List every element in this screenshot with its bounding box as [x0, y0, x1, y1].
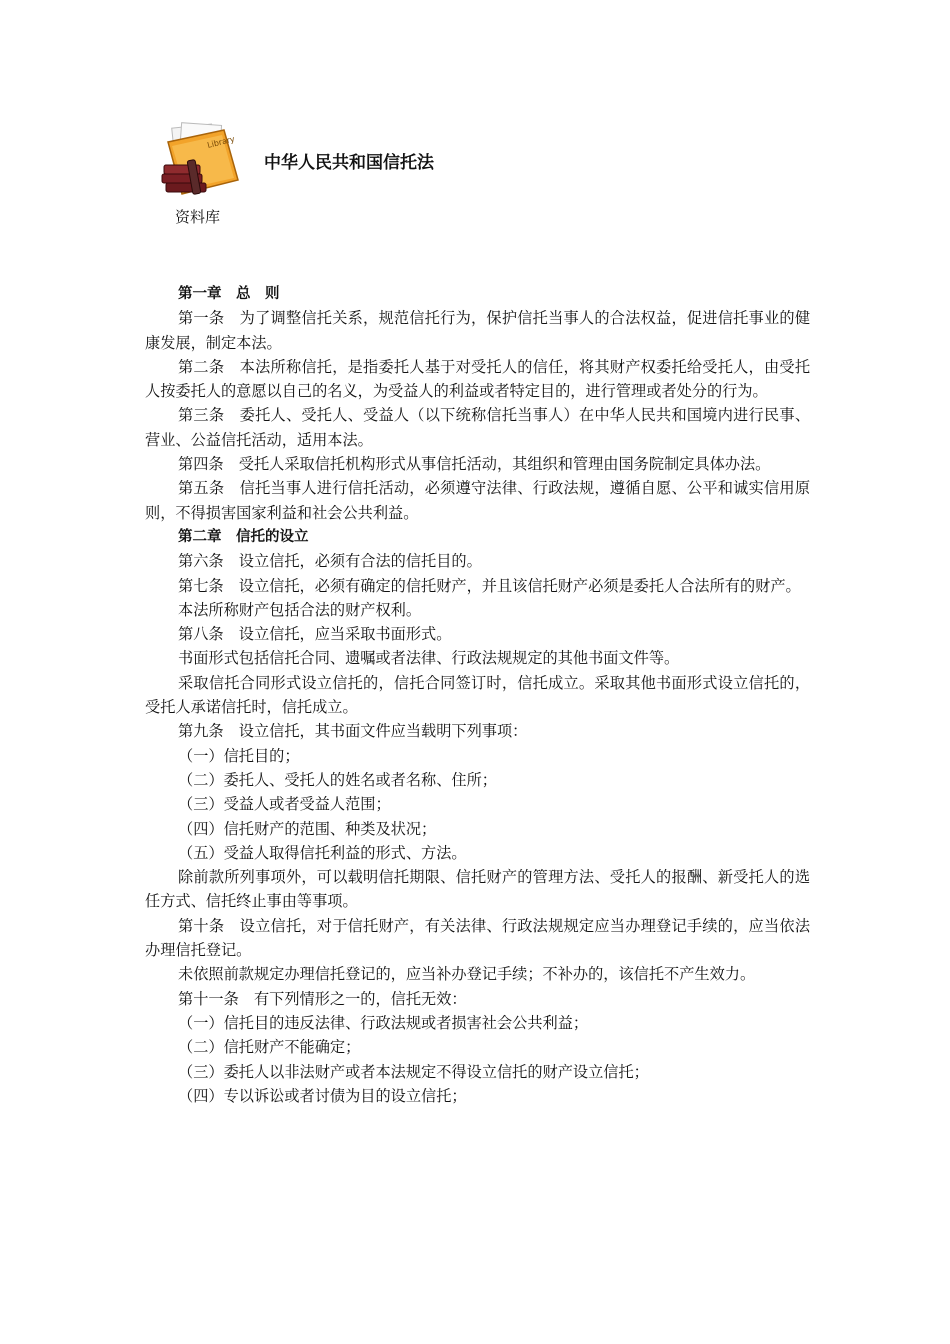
paragraph: 第十条 设立信托，对于信托财产，有关法律、行政法规规定应当办理登记手续的，应当依法办理信托登记。: [145, 916, 810, 960]
paragraph: 书面形式包括信托合同、遗嘱或者法律、行政法规规定的其他书面文件等。: [178, 649, 680, 668]
page-title: 中华人民共和国信托法: [264, 153, 434, 173]
paragraph: 第一条 为了调整信托关系，规范信托行为，保护信托当事人的合法权益，促进信托事业的健康发展，制定本法。: [145, 309, 810, 352]
list-item: （一）信托目的；: [178, 746, 300, 765]
list-item: （四）信托财产的范围、种类及状况；: [178, 819, 437, 838]
paragraph: 第六条 设立信托，必须有合法的信托目的。: [178, 552, 482, 571]
paragraph: 第四条 受托人采取信托机构形式从事信托活动，其组织和管理由国务院制定具体办法。: [178, 455, 771, 474]
document-header: [160, 122, 580, 232]
chapter-heading: 第一章 总 则: [178, 286, 280, 302]
document-body: [145, 282, 810, 1108]
paragraph: 第十一条 有下列情形之一的，信托无效：: [178, 989, 467, 1008]
list-item: （一）信托目的违反法律、行政法规或者损害社会公共利益；: [178, 1013, 589, 1032]
list-item: （三）受益人或者受益人范围；: [178, 795, 391, 814]
paragraph: 第二条 本法所称信托，是指委托人基于对受托人的信任，将其财产权委托给受托人，由受托人按委托人的意愿以自己的名义，为受益人的利益或者特定目的，进行管理或者处分的行为。: [145, 357, 810, 401]
list-item: （三）委托人以非法财产或者本法规定不得设立信托的财产设立信托；: [178, 1062, 649, 1081]
logo-label: 资料库: [175, 208, 221, 226]
library-books-icon: [160, 122, 242, 202]
list-item: （二）委托人、受托人的姓名或者名称、住所；: [178, 770, 497, 789]
paragraph: 第九条 设立信托，其书面文件应当载明下列事项：: [178, 722, 528, 741]
paragraph: 第八条 设立信托，应当采取书面形式。: [178, 625, 452, 644]
paragraph: 第三条 委托人、受托人、受益人（以下统称信托当事人）在中华人民共和国境内进行民事、营业、公益信托活动，适用本法。: [145, 406, 810, 449]
svg-text:Library: Library: [206, 134, 236, 150]
list-item: （五）受益人取得信托利益的形式、方法。: [178, 843, 467, 862]
list-item: （二）信托财产不能确定；: [178, 1038, 361, 1057]
list-item: （四）专以诉讼或者讨债为目的设立信托；: [178, 1086, 467, 1105]
paragraph: 采取信托合同形式设立信托的，信托合同签订时，信托成立。采取其他书面形式设立信托的，受托人承诺信托时，信托成立。: [145, 673, 810, 717]
paragraph: 第七条 设立信托，必须有确定的信托财产，并且该信托财产必须是委托人合法所有的财产。: [178, 576, 801, 595]
paragraph: 本法所称财产包括合法的财产权利。: [178, 600, 421, 619]
paragraph: 第五条 信托当事人进行信托活动，必须遵守法律、行政法规，遵循自愿、公平和诚实信用原则，不得损害国家利益和社会公共利益。: [145, 479, 810, 522]
paragraph: 未依照前款规定办理信托登记的，应当补办登记手续；不补办的，该信托不产生效力。: [178, 965, 756, 984]
chapter-heading: 第二章 信托的设立: [178, 528, 309, 545]
paragraph: 除前款所列事项外，可以载明信托期限、信托财产的管理方法、受托人的报酬、新受托人的选任方式、信托终止事由等事项。: [145, 868, 810, 911]
